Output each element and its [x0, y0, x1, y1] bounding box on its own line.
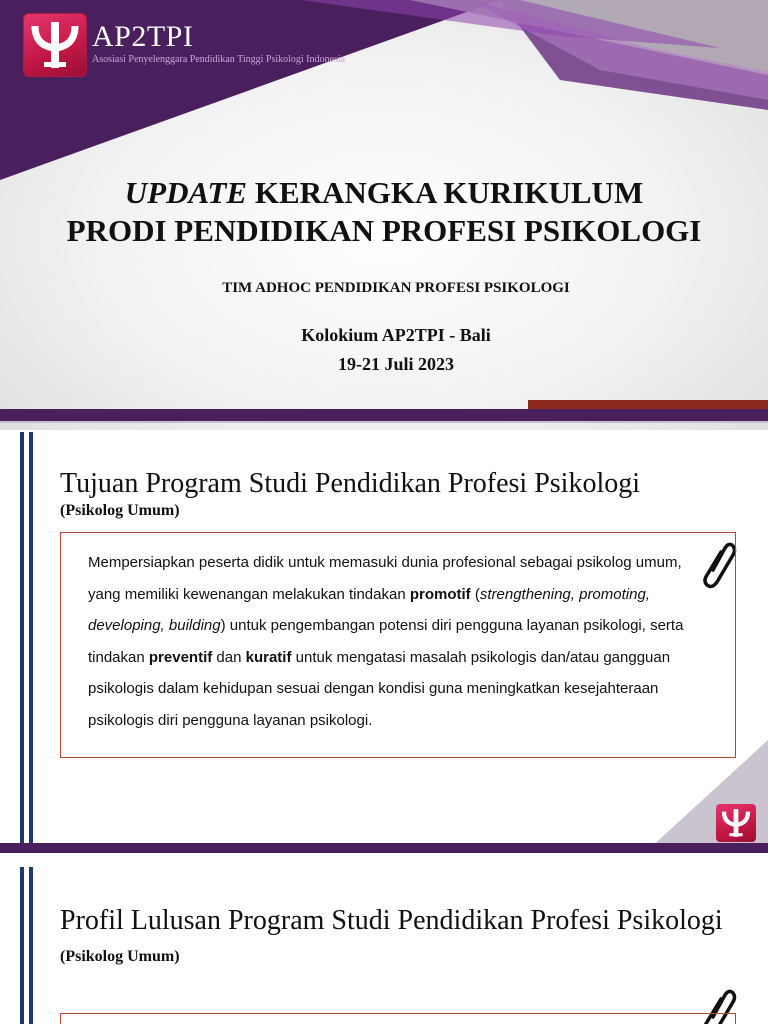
profile-slide	[0, 843, 768, 1024]
header-bar	[0, 843, 768, 853]
event-info	[0, 321, 768, 379]
title-slide	[0, 0, 768, 430]
bold-preventif: preventif	[148, 648, 213, 666]
title-line-2: PRODI PENDIDIKAN PROFESI PSIKOLOGI	[66, 213, 702, 248]
objective-box	[60, 532, 736, 758]
left-rule	[20, 432, 24, 850]
text-segment: ) untuk pengembangan potensi diri pengguna layanan psikologi, serta tindakan	[88, 617, 684, 666]
objective-slide	[0, 432, 768, 850]
left-rule	[20, 867, 24, 1024]
text-segment: (	[470, 585, 480, 603]
ap2tpi-logo	[24, 14, 345, 76]
profile-box	[60, 1013, 736, 1024]
text-segment: untuk mengatasi masalah psikologis dan/atau gangguan psikologis dalam kehidupan sesuai dengan kondisi guna meningkatkan kesejahteraan psikologis diri pengguna layanan psikologi.	[88, 648, 671, 729]
title-rest: KERANGKA KURIKULUM	[254, 175, 644, 210]
footer-line	[0, 421, 768, 423]
event-name: Kolokium AP2TPI - Bali	[301, 325, 491, 345]
bold-kuratif: kuratif	[245, 648, 292, 666]
slide-title	[0, 174, 768, 250]
text-segment: Mempersiapkan peserta didik untuk memasuki dunia profesional sebagai psikolog umum, yang memiliki kewenangan melakukan tindakan	[88, 554, 682, 603]
psi-logo-icon	[24, 14, 86, 76]
footer-bar	[0, 409, 768, 421]
slide-subheading: (Psikolog Umum)	[60, 948, 180, 965]
title-italic: UPDATE	[124, 175, 248, 210]
left-rule-2	[29, 432, 33, 850]
slide-heading: Tujuan Program Studi Pendidikan Profesi Psikologi	[60, 468, 641, 499]
slide-heading	[60, 905, 768, 973]
event-date: 19-21 Juli 2023	[337, 354, 454, 374]
text-segment: dan	[212, 648, 246, 666]
heading-text: Profil Lulusan Program Studi Pendidikan Profesi Psikologi	[60, 905, 723, 936]
italic-examples: strengthening, promoting, developing, building	[88, 585, 650, 634]
left-rule-2	[29, 867, 33, 1024]
psi-logo-icon	[716, 804, 756, 842]
logo-subtitle: Asosiasi Penyelenggara Pendidikan Tinggi Psikologi Indonesia	[92, 54, 346, 65]
team-name: TIM ADHOC PENDIDIKAN PROFESI PSIKOLOGI	[222, 280, 570, 296]
bold-promotif: promotif	[409, 585, 471, 603]
accent-bar	[528, 400, 768, 409]
logo-name: AP2TPI	[92, 20, 194, 53]
objective-text	[88, 547, 715, 736]
slide-subheading: (Psikolog Umum)	[60, 502, 180, 519]
